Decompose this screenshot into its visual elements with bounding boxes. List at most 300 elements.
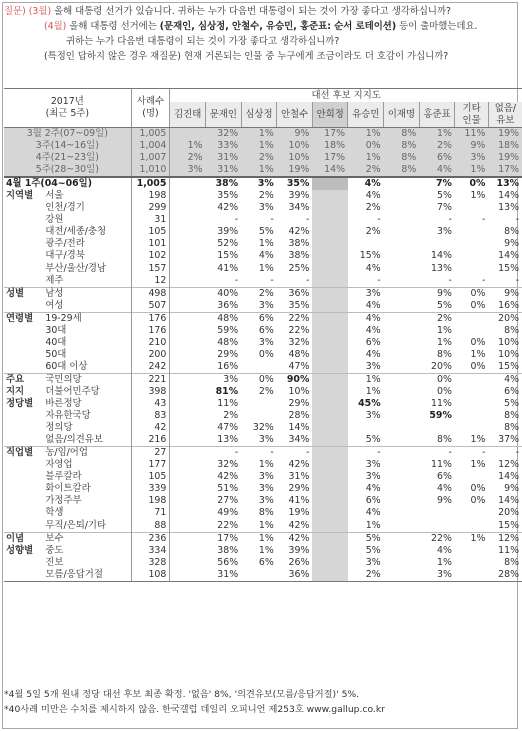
value-cell: 51% <box>217 483 239 495</box>
value-cell: 10% <box>498 348 519 360</box>
value-cell: 2% <box>419 140 455 152</box>
value-cell: - <box>481 274 486 286</box>
data-row <box>4 398 522 410</box>
value-cell: 5% <box>348 532 384 545</box>
question-line-4: (특정인 답하지 않은 경우 재질문) 현재 거론되는 인물 중 누구에게 조금이라도 더 호감이 가십니까? <box>44 51 449 62</box>
value-cell <box>384 177 420 190</box>
value-cell: 1% <box>241 164 277 177</box>
value-cell: 34% <box>288 434 310 446</box>
value-cell <box>312 447 348 460</box>
value-cell: 28% <box>288 410 310 422</box>
value-cell: 1% <box>241 128 277 141</box>
sample-size: 83 <box>131 410 170 422</box>
value-cell: 6% <box>365 336 381 348</box>
value-cell: 6% <box>504 386 519 397</box>
value-cell: 19% <box>488 128 522 141</box>
sample-size: 71 <box>131 507 170 519</box>
value-cell: 4% <box>365 348 381 360</box>
row-label: 바른정당 <box>45 398 82 410</box>
group-label: 정당별 <box>6 398 34 410</box>
period-label: 5주(28~30일) <box>4 164 131 177</box>
value-cell: 0% <box>470 336 486 348</box>
value-cell: 3% <box>258 483 274 495</box>
group-label <box>4 226 45 238</box>
value-cell: 1% <box>436 324 452 336</box>
value-cell: 4% <box>348 177 384 190</box>
group-label: 연령별 <box>4 312 45 325</box>
value-cell <box>170 177 206 190</box>
value-cell <box>384 226 420 238</box>
value-cell: 19% <box>277 164 313 177</box>
value-cell <box>384 398 420 410</box>
value-cell: 3% <box>436 226 452 238</box>
value-cell <box>384 250 420 262</box>
other-person-header: 기타 인물 <box>455 102 489 127</box>
value-cell <box>170 263 206 275</box>
value-cell: 1% <box>365 519 381 531</box>
value-cell: 15% <box>217 250 239 262</box>
value-cell: 1% <box>455 532 489 545</box>
value-cell: 81% <box>215 386 239 397</box>
value-cell <box>170 434 206 447</box>
value-cell <box>348 238 384 250</box>
value-cell <box>312 300 348 313</box>
value-cell: 9% <box>455 140 489 152</box>
value-cell <box>170 545 206 557</box>
value-cell: 14% <box>498 190 519 202</box>
value-cell: 2% <box>348 569 384 582</box>
candidate-header: 김진태 <box>170 102 206 127</box>
value-cell <box>455 373 489 386</box>
question-line-1 <box>4 4 514 19</box>
value-cell <box>312 386 348 398</box>
value-cell: - <box>241 447 277 460</box>
value-cell: 1% <box>170 140 206 152</box>
value-cell: 25% <box>288 262 310 274</box>
sample-size: 216 <box>131 434 170 447</box>
sample-size: 221 <box>131 373 170 386</box>
row-label: 없음/의견유보 <box>45 434 103 446</box>
value-cell <box>170 495 206 507</box>
value-cell <box>170 128 206 141</box>
value-cell <box>170 214 206 226</box>
row-label: 정의당 <box>45 422 73 434</box>
value-cell: 6% <box>365 495 381 507</box>
value-cell: 11% <box>431 459 452 471</box>
value-cell: 32% <box>252 422 274 434</box>
sample-size: 507 <box>131 300 170 313</box>
value-cell: 13% <box>431 262 452 274</box>
value-cell: - <box>377 214 381 226</box>
value-cell: 5% <box>504 398 519 410</box>
value-cell <box>170 398 206 410</box>
value-cell <box>384 373 420 386</box>
value-cell <box>384 471 420 483</box>
value-cell: 13% <box>488 177 522 190</box>
value-cell: 8% <box>436 348 452 360</box>
group-label: 이념 <box>4 532 45 545</box>
value-cell <box>384 337 420 349</box>
history-row <box>4 128 522 141</box>
value-cell: 3% <box>258 434 274 446</box>
sample-size: 105 <box>131 226 170 238</box>
value-cell <box>384 520 420 533</box>
group-label <box>4 214 45 226</box>
value-cell: 3% <box>205 373 241 386</box>
row-label: 자유한국당 <box>45 410 91 422</box>
value-cell: 18% <box>488 140 522 152</box>
value-cell: 49% <box>217 507 239 519</box>
row-label: 화이트칼라 <box>45 483 91 495</box>
value-cell: 12% <box>488 532 522 545</box>
value-cell <box>170 483 206 495</box>
value-cell: 11% <box>455 128 489 141</box>
value-cell <box>170 226 206 238</box>
sample-size: 176 <box>131 312 170 325</box>
value-cell: 48% <box>205 312 241 325</box>
value-cell: 0% <box>470 299 486 311</box>
sample-size: 299 <box>131 202 170 214</box>
sample-size: 43 <box>131 398 170 410</box>
value-cell: 36% <box>277 569 313 582</box>
value-cell <box>455 325 489 337</box>
data-row <box>4 520 522 533</box>
value-cell <box>170 447 206 460</box>
data-row <box>4 434 522 447</box>
value-cell <box>312 459 348 471</box>
sample-size: 102 <box>131 250 170 262</box>
data-row <box>4 545 522 557</box>
value-cell: 6% <box>419 152 455 164</box>
data-row <box>4 250 522 262</box>
value-cell <box>455 226 489 238</box>
data-row <box>4 226 522 238</box>
value-cell <box>384 495 420 507</box>
value-cell <box>455 569 489 582</box>
value-cell <box>312 214 348 226</box>
value-cell <box>170 569 206 582</box>
sample-size: 176 <box>131 325 170 337</box>
value-cell: 36% <box>277 287 313 300</box>
value-cell: 5% <box>365 544 381 556</box>
value-cell: 9% <box>419 287 455 300</box>
value-cell: 9% <box>277 128 313 141</box>
value-cell: 29% <box>288 398 310 410</box>
value-cell <box>455 238 489 250</box>
value-cell: 18% <box>312 140 348 152</box>
value-cell: 4% <box>488 373 522 386</box>
value-cell <box>312 361 348 374</box>
value-cell <box>455 263 489 275</box>
value-cell: - <box>205 447 241 460</box>
data-row <box>4 557 522 569</box>
value-cell: 6% <box>258 556 274 568</box>
value-cell: 14% <box>431 250 452 262</box>
value-cell: 27% <box>217 495 239 507</box>
value-cell <box>170 238 206 250</box>
value-cell: 10% <box>498 336 519 348</box>
footnotes <box>4 687 514 717</box>
value-cell <box>384 287 420 300</box>
value-cell: 1% <box>348 152 384 164</box>
sample-size: 198 <box>131 190 170 202</box>
sample-size: 1,005 <box>131 128 170 141</box>
question-tag: 질문) <box>4 6 29 17</box>
value-cell: 8% <box>504 422 519 434</box>
value-cell: 48% <box>217 336 239 348</box>
value-cell <box>170 275 206 288</box>
data-row <box>4 373 522 386</box>
data-row <box>4 214 522 226</box>
value-cell <box>384 325 420 337</box>
value-cell <box>170 520 206 533</box>
value-cell: 3% <box>241 177 277 190</box>
row-label: 40대 <box>45 336 67 348</box>
value-cell: 17% <box>312 152 348 164</box>
sample-size: 334 <box>131 545 170 557</box>
group-label <box>4 520 45 533</box>
value-cell <box>312 226 348 238</box>
value-cell: 4% <box>365 190 381 202</box>
footnote-1: *4월 5일 5개 원내 정당 대선 후보 최종 확정. '없음' 8%, '의견유보(모름/응답거절)' 5%. <box>4 689 360 700</box>
row-label: 서울 <box>45 190 64 202</box>
value-cell <box>384 557 420 569</box>
value-cell: 8% <box>504 410 519 422</box>
value-cell: 9% <box>504 483 519 495</box>
question-text-april-post: 등이 출마했는데요. <box>396 21 478 32</box>
value-cell: 3% <box>419 569 455 582</box>
value-cell <box>312 422 348 434</box>
value-cell: 7% <box>436 202 452 214</box>
value-cell <box>384 569 420 582</box>
value-cell <box>384 263 420 275</box>
value-cell: 1% <box>258 519 274 531</box>
value-cell: 47% <box>217 422 239 434</box>
data-row <box>4 410 522 422</box>
value-cell <box>170 410 206 422</box>
value-cell <box>312 238 348 250</box>
value-cell <box>170 361 206 374</box>
value-cell: 4% <box>365 299 381 311</box>
value-cell: - <box>348 447 384 460</box>
value-cell: 8% <box>504 556 519 568</box>
value-cell <box>312 312 348 325</box>
value-cell: 1% <box>436 556 452 568</box>
value-cell: 4% <box>365 262 381 274</box>
data-row <box>4 238 522 250</box>
row-label: 자영업 <box>45 459 73 471</box>
value-cell <box>348 422 384 434</box>
value-cell: - <box>448 214 452 226</box>
value-cell: 3% <box>258 202 274 214</box>
sample-size: 108 <box>131 569 170 582</box>
sample-size-header: 사례수 (명) <box>131 89 170 128</box>
value-cell: 15% <box>498 360 519 372</box>
row-label: 중도 <box>45 544 64 556</box>
value-cell: 4% <box>419 164 455 177</box>
value-cell <box>312 495 348 507</box>
value-cell: 5% <box>436 190 452 202</box>
value-cell: 9% <box>436 495 452 507</box>
value-cell: 3% <box>455 152 489 164</box>
value-cell <box>312 520 348 533</box>
group-label: 지지 <box>6 386 25 397</box>
value-cell: - <box>270 214 274 226</box>
group-label <box>4 459 45 471</box>
value-cell <box>384 386 420 398</box>
value-cell: 3% <box>365 459 381 471</box>
value-cell: 1% <box>258 544 274 556</box>
value-cell: 17% <box>488 164 522 177</box>
data-row <box>4 312 522 325</box>
value-cell <box>384 275 420 288</box>
value-cell <box>455 398 489 410</box>
data-row <box>4 263 522 275</box>
value-cell: 32% <box>288 336 310 348</box>
value-cell: 38% <box>288 250 310 262</box>
row-label: 50대 <box>45 348 67 360</box>
value-cell: 3% <box>348 287 384 300</box>
sample-size: 88 <box>131 520 170 533</box>
value-cell: 90% <box>277 373 313 386</box>
group-label: 지역별 <box>6 190 34 202</box>
history-row <box>4 152 522 164</box>
value-cell: - <box>305 274 310 286</box>
value-cell: 4% <box>365 324 381 336</box>
data-row <box>4 459 522 471</box>
value-cell: 45% <box>358 398 381 410</box>
value-cell: 19% <box>288 507 310 519</box>
value-cell <box>170 373 206 386</box>
value-cell <box>312 250 348 262</box>
row-label: 대구/경북 <box>45 250 85 262</box>
data-row <box>4 275 522 288</box>
value-cell: 4% <box>258 250 274 262</box>
value-cell: 8% <box>258 507 274 519</box>
value-cell: 39% <box>288 544 310 556</box>
value-cell <box>170 532 206 545</box>
group-label <box>4 410 45 422</box>
footnote-2: *40사례 미만은 수치를 제시하지 않음. 한국갤럽 데일리 오피니언 제253호 www.gallup.co.kr <box>4 704 385 715</box>
value-cell: 11% <box>431 398 452 410</box>
row-label: 60대 이상 <box>45 360 88 372</box>
row-label: 보수 <box>45 532 131 545</box>
question-line-2 <box>4 19 514 34</box>
value-cell: 31% <box>288 471 310 483</box>
group-label <box>4 238 45 250</box>
value-cell: 2% <box>258 386 274 397</box>
sample-size: 1,005 <box>131 177 170 190</box>
value-cell <box>384 312 420 325</box>
value-cell: 10% <box>277 152 313 164</box>
value-cell: 13% <box>217 434 239 446</box>
value-cell: 15% <box>359 250 381 262</box>
value-cell: 10% <box>277 140 313 152</box>
current-week-row <box>4 177 522 190</box>
group-label <box>4 495 45 507</box>
value-cell: 4% <box>365 483 381 495</box>
value-cell: 29% <box>217 348 239 360</box>
value-cell: 48% <box>288 348 310 360</box>
value-cell: 9% <box>504 238 519 250</box>
value-cell: 1% <box>470 348 486 360</box>
row-label: 19-29세 <box>45 312 131 325</box>
period-label: 4주(21~23일) <box>4 152 131 164</box>
row-label: 광주/전라 <box>45 238 85 250</box>
value-cell <box>312 507 348 519</box>
data-row <box>4 202 522 214</box>
value-cell: 2% <box>348 164 384 177</box>
value-cell: 38% <box>205 177 241 190</box>
value-cell <box>170 507 206 519</box>
value-cell: 17% <box>312 128 348 141</box>
value-cell <box>312 471 348 483</box>
value-cell: 6% <box>241 312 277 325</box>
sample-size: 198 <box>131 495 170 507</box>
group-label <box>4 422 45 434</box>
value-cell: 6% <box>436 471 452 483</box>
group-label: 성향별 <box>6 544 34 556</box>
value-cell: 5% <box>436 299 452 311</box>
sample-size: 498 <box>131 287 170 300</box>
value-cell <box>455 312 489 325</box>
value-cell: 1% <box>365 386 381 397</box>
value-cell: - <box>448 274 452 286</box>
value-cell: - <box>515 274 519 286</box>
value-cell <box>170 337 206 349</box>
value-cell: - <box>277 447 313 460</box>
value-cell: - <box>270 274 274 286</box>
value-cell: 34% <box>288 202 310 214</box>
row-label: 더불어민주당 <box>45 386 100 397</box>
sample-size: 236 <box>131 532 170 545</box>
value-cell: 2% <box>241 287 277 300</box>
value-cell: 1% <box>258 459 274 471</box>
question-text-april-pre: 올해 대통령 선거에는 <box>66 21 160 32</box>
value-cell: 0% <box>436 386 452 397</box>
sample-size: 31 <box>131 214 170 226</box>
row-label: 모름/응답거절 <box>45 569 131 582</box>
value-cell: 1% <box>455 164 489 177</box>
value-cell: 17% <box>205 532 241 545</box>
sample-size: 1,007 <box>131 152 170 164</box>
value-cell: 35% <box>277 177 313 190</box>
value-cell: 2% <box>419 312 455 325</box>
value-cell: 2% <box>170 152 206 164</box>
value-cell: 13% <box>498 202 519 214</box>
data-row <box>4 471 522 483</box>
value-cell: 6% <box>258 324 274 336</box>
value-cell: 15% <box>498 262 519 274</box>
sample-size: 1,004 <box>131 140 170 152</box>
value-cell <box>455 520 489 533</box>
value-cell: 1% <box>436 336 452 348</box>
value-cell <box>455 422 489 434</box>
value-cell <box>170 471 206 483</box>
value-cell <box>384 459 420 471</box>
value-cell: 20% <box>498 507 519 519</box>
value-cell: 26% <box>288 556 310 568</box>
value-cell: 22% <box>419 532 455 545</box>
value-cell: 1% <box>348 373 384 386</box>
value-cell: 3% <box>258 471 274 483</box>
group-label <box>4 300 45 313</box>
value-cell: 35% <box>288 299 310 311</box>
row-label: 강원 <box>45 214 64 226</box>
row-label: 제주 <box>45 274 64 286</box>
value-cell: 2% <box>223 410 239 422</box>
value-cell: 20% <box>488 312 522 325</box>
